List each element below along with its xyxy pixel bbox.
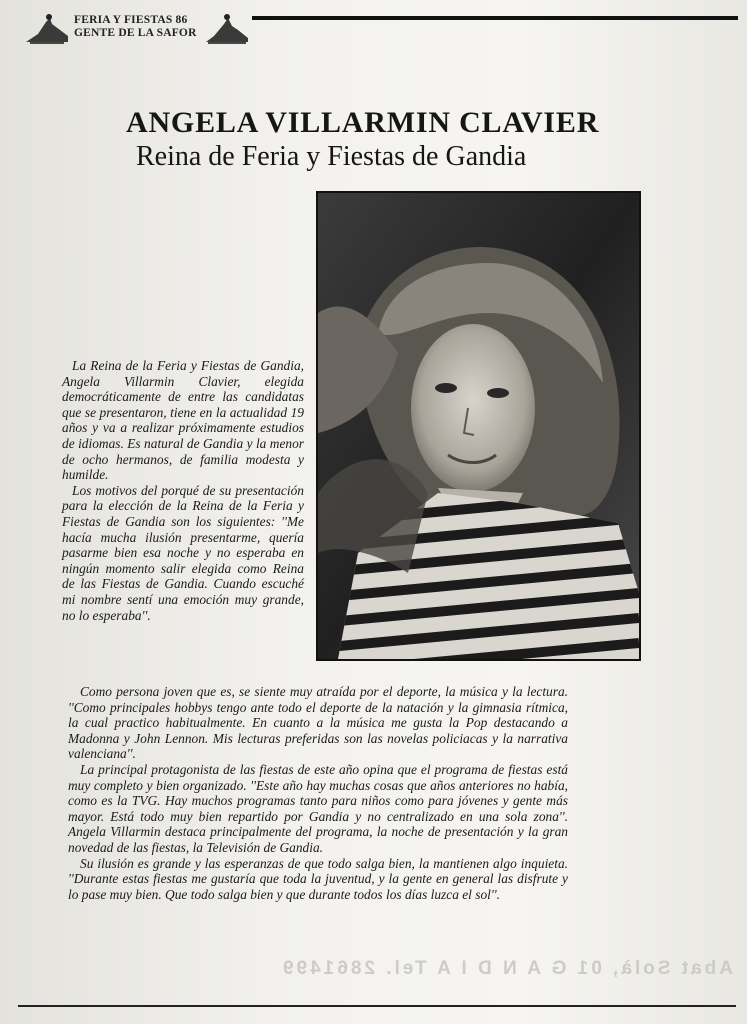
article-column-text	[62, 358, 304, 623]
article-subtitle: Reina de Feria y Fiestas de Gandia	[136, 141, 527, 172]
page-header	[24, 10, 734, 50]
article-title: ANGELA VILLARMIN CLAVIER	[126, 106, 600, 139]
portrait-photo	[316, 191, 641, 661]
paragraph: Su ilusión es grande y las esperanzas de que todo salga bien, la mantienen algo inquieta. ''Durante estas fiestas me gustaría que toda la juventud, y la gente en general las disfrute y lo pase muy bien. Que todo salga bien y que durante todos los días luzca el sol''.	[68, 855, 568, 902]
paragraph: Los motivos del porqué de su presentación para la elección de la Reina de la Feria y Fiestas de Gandia son los siguientes: ''Me hacía mucha ilusión presentarme, quería pasarme bien esa noche y no esperaba en ningún momento salir elegida como Reina de las Fiestas de Gandia. Cuando escuché mi nombre sentí una emoción muy grande, no lo esperaba''.	[62, 482, 304, 623]
header-line1: FERIA Y FIESTAS 86	[74, 14, 188, 26]
reclining-figure-icon	[204, 12, 250, 46]
paragraph: La principal protagonista de las fiestas de este año opina que el programa de fiestas está muy completo y bien organizado. ''Este año hay muchas cosas que años anteriores no había, como es la TVG. Hay muchos programas tanto para niños como para jóvenes y gente más mayor. Está todo muy bien repartido por Gandia y no centralizado en una sola zona''. Angela Villarmin destaca principalmente del programa, la noche de presentación y la gran novedad de las fiestas, la Televisión de Gandia.	[68, 761, 568, 855]
paragraph: La Reina de la Feria y Fiestas de Gandia, Angela Villarmin Clavier, elegida democráticamente de entre las candidatas que se presentaron, tiene en la actualidad 19 años y va a realizar próximamente estudios de idiomas. Es natural de Gandia y la menor de ocho hermanos, de familia modesta y humilde.	[62, 358, 304, 483]
header-text	[74, 14, 197, 40]
paragraph: Como persona joven que es, se siente muy atraída por el deporte, la música y la lectura. ''Como principales hobbys tengo ante todo el deporte de la natación y la gimnasia rítmica, la cual practico habitualmente. En cuanto a la música me gusta la Pop destacando a Madonna y John Lennon. Mis lecturas preferidas son las novelas policiacas y la narrativa valenciana''.	[68, 684, 568, 762]
header-line2: GENTE DE LA SAFOR	[74, 27, 197, 39]
reclining-figure-icon	[24, 12, 70, 46]
article-wide-text	[68, 684, 568, 902]
header-rule	[252, 16, 738, 20]
footer-rule	[18, 1005, 736, 1007]
bleed-through-text: Abat Solà, 01 G A N D I A Tel. 2861499	[280, 958, 733, 979]
